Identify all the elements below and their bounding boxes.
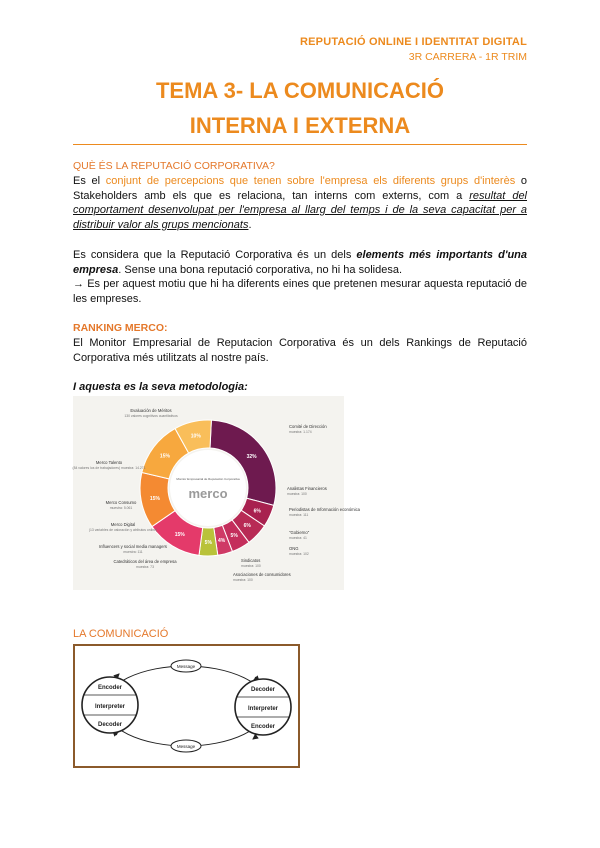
callout-title: "Gobierno" <box>289 530 310 535</box>
header-term: 3R CARRERA - 1R TRIM <box>408 51 527 63</box>
callout-subtitle: muestra: 100 <box>241 564 261 568</box>
callout-title: Merco Consumo <box>105 500 137 505</box>
callout-title: Influencers y social media managers <box>99 544 167 549</box>
bottom-message-node <box>171 740 201 752</box>
methodology-label: I aquesta es la seva metodologia: <box>73 381 248 393</box>
section-heading-comunicacio: LA COMUNICACIÓ <box>73 628 169 640</box>
top-message-node <box>171 660 201 672</box>
callout-title: Merco Digital <box>110 522 136 527</box>
merco-logo: merco <box>188 486 228 501</box>
pie-slice-label: 15% <box>159 453 170 460</box>
callout-subtitle: muestra: 100 <box>287 492 307 496</box>
section-heading-reputacio: QUÈ ÉS LA REPUTACIÓ CORPORATIVA? <box>73 160 275 172</box>
page-title-line1: TEMA 3- LA COMUNICACIÓ <box>155 78 445 103</box>
pie-slice-label: 6% <box>253 508 261 515</box>
pie-slice-label: 6% <box>243 523 251 530</box>
header-course: REPUTACIÓ ONLINE I IDENTITAT DIGITAL <box>300 36 527 48</box>
paragraph-definition: Es el conjunt de percepcions que tenen sobre l'empresa els diferents grups d'interès o Stakeholders amb els que es relaciona, tan interns com externs, com a resultat del comportament desenvolupat per l'empresa al llarg del temps i de la seva capacitat per a distribuir valor als grups mencionats. <box>73 175 528 231</box>
left-node-decoder: Decoder <box>97 722 123 728</box>
page-title-line2: INTERNA I EXTERNA <box>189 113 411 138</box>
callout-subtitle: (13 variables de valoración y atributos online) <box>88 528 158 532</box>
merco-methodology-chart <box>72 396 360 590</box>
callout-title: Asociaciones de consumidores <box>233 572 291 577</box>
callout-title: Sindicatos <box>241 558 261 563</box>
top-message-label: Message <box>176 664 196 669</box>
callout-subtitle: muestra: 1.174 <box>289 430 312 434</box>
title-divider <box>73 144 527 145</box>
callout-subtitle: muestra: 41 <box>289 536 307 540</box>
callout-title: Analistas Financieros <box>287 486 327 491</box>
callout-title: Catedráticos del área de empresa <box>113 559 177 564</box>
callout-subtitle: muestra: 5.061 <box>109 506 133 510</box>
left-node-interpreter: Interpreter <box>94 704 126 710</box>
callout-title: Comité de Dirección <box>289 424 327 429</box>
callout-subtitle: (84 valores los de trabajadores) muestra: 14.271 <box>72 466 146 470</box>
callout-title: ONG <box>289 546 299 551</box>
pie-slice-label: 15% <box>149 496 160 503</box>
pie-slice-label: 5% <box>230 533 238 540</box>
paragraph-tools: → Es per aquest motiu que hi ha diferents eines que pretenen mesurar aquesta reputació de les empreses. <box>73 278 527 305</box>
pie-center-caption: Monitor Empresarial de Reputación Corporativa <box>176 477 240 481</box>
right-node-decoder: Decoder <box>250 687 276 693</box>
callout-subtitle: muestra: 111 <box>289 513 309 517</box>
paragraph-importance: Es considera que la Reputació Corporativa és un dels elements més importants d'una empresa. Sense una bona reputació corporativa, no hi ha solidesa. <box>73 249 527 276</box>
left-node-encoder: Encoder <box>97 685 123 691</box>
callout-subtitle: muestra: 100 <box>233 578 253 582</box>
right-node-interpreter: Interpreter <box>247 706 279 712</box>
callout-subtitle: muestra: 102 <box>289 552 309 556</box>
right-node <box>235 679 291 735</box>
pie-slice-label: 32% <box>246 454 257 461</box>
callout-subtitle: muestra: 111 <box>123 550 143 554</box>
callout-subtitle: muestra: 73 <box>136 565 154 569</box>
right-node-encoder: Encoder <box>250 724 276 730</box>
callout-title: Merco Talento <box>95 460 123 465</box>
communication-diagram <box>73 644 300 768</box>
pie-slice-label: 15% <box>174 532 185 539</box>
callout-title: Evaluación de Méritos <box>130 408 172 413</box>
callout-title: Periodistas de Información económica <box>289 507 360 512</box>
callout-subtitle: 130 valores cognitivos cuantitativos <box>124 414 178 418</box>
bottom-message-label: Message <box>176 744 196 749</box>
paragraph-merco: El Monitor Empresarial de Reputacion Corporativa és un dels Rankings de Reputació Corporativa més utilitzats al nostre país. <box>73 337 527 364</box>
pie-slice-label: 5% <box>204 539 212 546</box>
arrow-bottom-right <box>253 736 257 739</box>
left-node <box>82 677 138 733</box>
pie-slice-label: 4% <box>218 538 226 545</box>
section-heading-merco: RANKING MERCO: <box>73 322 168 334</box>
pie-slice-label: 10% <box>190 433 201 440</box>
